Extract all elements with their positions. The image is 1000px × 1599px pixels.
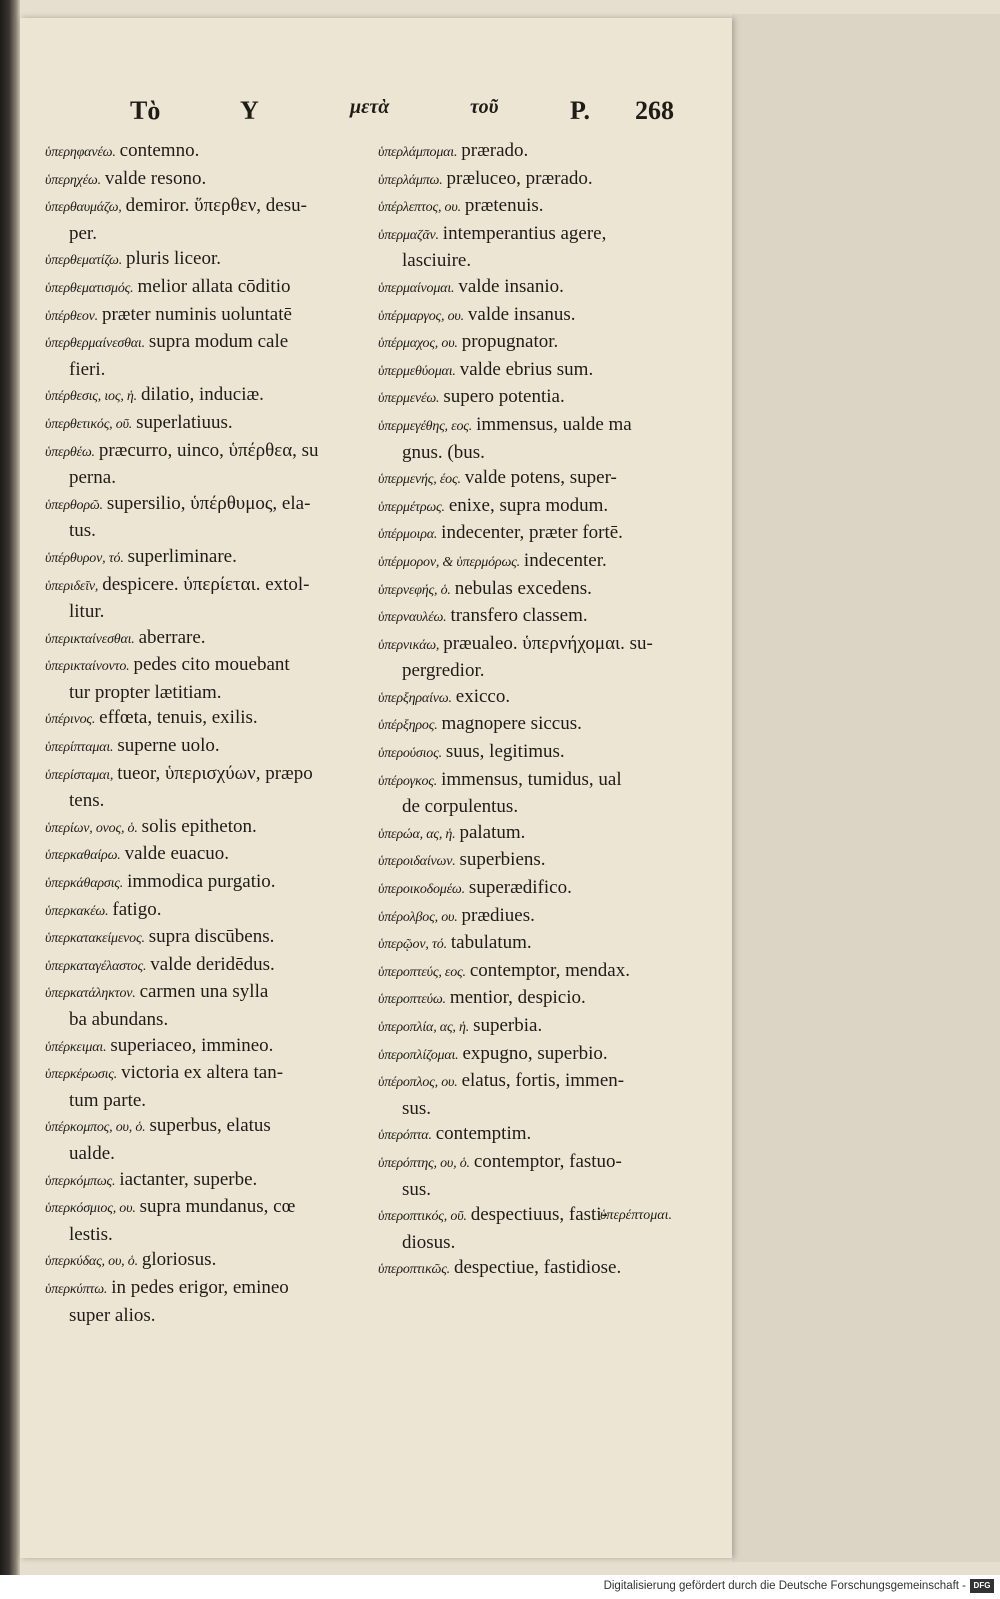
dictionary-entry (45, 1194, 385, 1247)
dictionary-entry (45, 869, 385, 897)
greek-headword: ὑπερικταίνεσθαι. (45, 631, 135, 647)
greek-headword: ὑπερκατάληκτον. (45, 986, 136, 1002)
latin-gloss: prædiues. (461, 904, 535, 926)
latin-gloss: suus, legitimus. (445, 741, 565, 763)
latin-gloss: superlatiuus. (136, 411, 233, 433)
dictionary-entry (378, 384, 718, 412)
greek-headword: ὑπεροιδαίνων. (378, 854, 456, 870)
greek-headword: ὑπεροπτικῶς. (378, 1262, 450, 1278)
greek-headword: ὑπέρθεον. (45, 308, 98, 324)
dictionary-entry (45, 302, 385, 330)
latin-gloss: nebulas excedens. (454, 577, 592, 599)
dictionary-entry (378, 903, 718, 931)
latin-gloss: magnopere siccus. (441, 713, 582, 735)
dictionary-entry (378, 930, 718, 958)
greek-headword: ὑπερκόσμιος, ου. (45, 1201, 136, 1217)
latin-gloss: valde insanus. (467, 303, 576, 325)
latin-gloss: despectiue, fastidiose. (453, 1257, 622, 1279)
greek-headword: ὑπερκύδας, ου, ὁ. (45, 1254, 138, 1270)
greek-headword: ὑπέρθεσις, ιος, ἡ. (45, 389, 137, 405)
greek-headword: ὑπεροπλία, ας, ἡ. (378, 1020, 470, 1035)
gloss-continuation: fieri. (69, 358, 106, 380)
gloss-continuation: super alios. (69, 1304, 156, 1326)
dictionary-entry (378, 302, 718, 330)
dictionary-entry (378, 493, 718, 521)
dictionary-entry (378, 1068, 718, 1121)
latin-gloss: gloriosus. (141, 1249, 217, 1271)
dictionary-entry (378, 465, 718, 493)
dictionary-entry (45, 625, 385, 653)
latin-gloss: in pedes erigor, emineo (111, 1276, 289, 1298)
latin-gloss: indecenter. (523, 549, 607, 571)
latin-gloss: valde potens, super- (464, 467, 617, 489)
latin-gloss: contemptim. (435, 1123, 532, 1145)
greek-headword: ὑπερμαίνομαι. (378, 280, 455, 296)
latin-gloss: immensus, ualde ma (476, 413, 632, 435)
greek-headword: ὑπερθέω. (45, 444, 95, 460)
dictionary-entry (378, 329, 718, 357)
page-edge (732, 14, 1000, 1562)
dictionary-entry (45, 1033, 385, 1061)
dictionary-entry (45, 1167, 385, 1195)
latin-gloss: indecenter, præter fortē. (441, 522, 623, 544)
dictionary-entry (45, 979, 385, 1032)
gloss-continuation: per. (69, 222, 97, 244)
latin-gloss: valde ebrius sum. (459, 358, 594, 380)
greek-headword: ὑπερκαταγέλαστος. (45, 958, 147, 974)
dictionary-entry (45, 166, 385, 194)
greek-headword: ὑπέρμορον, & ὑπερμόρως. (378, 554, 520, 570)
latin-gloss: transfero classem. (450, 605, 588, 627)
latin-gloss: valde insanio. (458, 275, 564, 297)
latin-gloss: prærado. (461, 140, 529, 161)
gloss-continuation: ba abundans. (69, 1009, 169, 1030)
gloss-continuation: ualde. (69, 1142, 115, 1164)
greek-headword: ὑπερμέτρως. (378, 499, 445, 515)
latin-gloss: præter numinis uoluntatē (101, 303, 292, 325)
latin-gloss: superædifico. (468, 877, 572, 899)
gloss-continuation: sus. (402, 1178, 432, 1200)
latin-gloss: expugno, superbio. (462, 1042, 608, 1064)
dictionary-entry (45, 246, 385, 274)
gloss-continuation: pergredior. (402, 660, 485, 682)
dictionary-entry (45, 897, 385, 925)
dictionary-entry (45, 1247, 385, 1275)
latin-gloss: supra discūbens. (148, 926, 275, 948)
greek-headword: ὑπεροπλίζομαι. (378, 1047, 459, 1063)
latin-gloss: contemno. (119, 140, 200, 161)
dictionary-entry (378, 548, 718, 576)
book-spine (0, 0, 20, 1575)
dictionary-entry (45, 1060, 385, 1113)
greek-headword: ὑπέροπλος, ου. (378, 1075, 458, 1091)
footer-text: Digitalisierung gefördert durch die Deutsche Forschungsgemeinschaft - (603, 1580, 966, 1592)
greek-headword: ὑπερκόμπως. (45, 1173, 116, 1189)
dictionary-entry (378, 193, 718, 221)
dictionary-entry (45, 652, 385, 705)
catchword: ὑπερέπτομαι. (600, 1208, 672, 1223)
dictionary-entry (378, 1255, 718, 1283)
latin-gloss: pluris liceor. (126, 248, 221, 270)
dictionary-entry (378, 739, 718, 767)
greek-headword: ὑπερθετικός, οῦ. (45, 416, 133, 432)
latin-gloss: tabulatum. (450, 932, 532, 954)
gloss-continuation: lasciuire. (402, 250, 472, 272)
latin-gloss: superiaceo, immineo. (110, 1034, 274, 1056)
greek-headword: ὑπεροπτεύς, εος. (378, 964, 466, 980)
dictionary-entry (378, 631, 718, 684)
greek-headword: ὑπερμαζᾶν. (378, 227, 439, 243)
dictionary-entry (378, 357, 718, 385)
latin-gloss: supersilio, ὑπέρθυμος, ela- (106, 492, 311, 514)
greek-headword: ὑπερμενέω. (378, 391, 440, 407)
greek-headword: ὑπέρκειμαι. (45, 1039, 107, 1055)
dictionary-entry (45, 705, 385, 733)
greek-headword: ὑπεροικοδομέω. (378, 882, 465, 898)
greek-headword: ὑπέρμαργος, ου. (378, 308, 464, 324)
greek-headword: ὑπερώα, ας, ἡ. (378, 826, 456, 842)
dictionary-entry (45, 274, 385, 302)
dictionary-entry (378, 1121, 718, 1149)
latin-gloss: superne uolo. (117, 735, 220, 757)
greek-headword: ὑπερῷον, τό. (378, 937, 447, 953)
dictionary-entry (45, 924, 385, 952)
gloss-continuation: tur propter lætitiam. (69, 681, 222, 703)
latin-gloss: immodica purgatio. (127, 871, 276, 893)
dictionary-entry (378, 684, 718, 712)
dictionary-entry (45, 193, 385, 246)
dictionary-entry (378, 166, 718, 194)
latin-gloss: superbiens. (459, 849, 546, 871)
latin-gloss: contemptor, mendax. (469, 959, 630, 981)
latin-gloss: præluceo, prærado. (446, 167, 593, 189)
greek-headword: ὑπερούσιος. (378, 746, 442, 762)
latin-gloss: superliminare. (127, 545, 237, 567)
dictionary-entry (378, 767, 718, 820)
dictionary-entry (378, 274, 718, 302)
latin-gloss: iactanter, superbe. (119, 1168, 258, 1190)
latin-gloss: dilatio, induciæ. (140, 384, 264, 406)
greek-headword: ὑπέρθυρον, τό. (45, 550, 124, 566)
greek-headword: ὑπερμεθύομαι. (378, 363, 456, 379)
greek-headword: ὑπέρογκος. (378, 773, 438, 789)
dictionary-entry (378, 138, 718, 166)
running-header (130, 96, 690, 136)
greek-headword: ὑπερμενής, έος. (378, 472, 461, 488)
greek-headword: ὑπερμεγέθης, εος. (378, 418, 473, 434)
latin-gloss: elatus, fortis, immen- (461, 1070, 625, 1092)
latin-gloss: solis epitheton. (141, 815, 257, 837)
dictionary-entry (378, 985, 718, 1013)
dictionary-entry (45, 572, 385, 625)
greek-headword: ὑπερθερμαίνεσθαι. (45, 336, 145, 352)
dictionary-entry (45, 1275, 385, 1328)
dictionary-entry (45, 138, 385, 166)
gloss-continuation: diosus. (402, 1231, 456, 1253)
latin-gloss: effœta, tenuis, exilis. (99, 707, 258, 729)
greek-headword: ὑπερθαυμάζω, (45, 200, 122, 216)
dictionary-entry (378, 412, 718, 465)
dictionary-entry (45, 544, 385, 572)
greek-headword: ὑπερκέρωσις. (45, 1067, 118, 1083)
page-number: 268 (635, 96, 674, 125)
dictionary-entry (378, 603, 718, 631)
latin-gloss: intemperantius agere, (442, 222, 607, 244)
latin-gloss: superbus, elatus (149, 1115, 271, 1137)
gloss-continuation: tens. (69, 790, 105, 812)
greek-headword: ὑπερνεφής, ὁ. (378, 582, 451, 598)
latin-gloss: fatigo. (112, 898, 162, 920)
right-column (378, 138, 718, 1283)
dictionary-entry (378, 958, 718, 986)
latin-gloss: enixe, supra modum. (448, 494, 609, 516)
latin-gloss: præcurro, uinco, ὑπέρθεα, su (98, 439, 319, 461)
greek-headword: ὑπερίων, ονος, ὁ. (45, 820, 138, 836)
dictionary-entry (378, 820, 718, 848)
greek-headword: ὑπερηφανέω. (45, 145, 116, 160)
latin-gloss: carmen una sylla (139, 981, 269, 1003)
header-tou: τοῦ (470, 96, 499, 118)
greek-headword: ὑπέρινος. (45, 712, 96, 728)
latin-gloss: tueor, ὑπερισχύων, præpo (117, 762, 313, 784)
greek-headword: ὑπέρξηρος. (378, 718, 438, 734)
latin-gloss: prætenuis. (464, 195, 544, 217)
latin-gloss: mentior, despicio. (449, 987, 586, 1009)
dictionary-entry (378, 847, 718, 875)
latin-gloss: melior allata cōditio (137, 275, 291, 297)
latin-gloss: supero potentia. (443, 386, 565, 408)
greek-headword: ὑπερηχέω. (45, 172, 101, 188)
dictionary-entry (45, 814, 385, 842)
dictionary-entry (378, 875, 718, 903)
greek-headword: ὑπερκατακείμενος. (45, 931, 145, 947)
greek-headword: ὑπερθορῶ. (45, 497, 103, 513)
latin-gloss: palatum. (459, 821, 526, 843)
greek-headword: ὑπερθεματισμός. (45, 280, 134, 296)
dictionary-entry (45, 410, 385, 438)
latin-gloss: aberrare. (138, 626, 206, 648)
greek-headword: ὑπερκακέω. (45, 903, 109, 919)
gloss-continuation: tum parte. (69, 1089, 147, 1111)
greek-headword: ὑπέρμαχος, ου. (378, 336, 458, 352)
latin-gloss: despicere. ὑπερίεται. extol- (102, 573, 310, 595)
greek-headword: ὑπερναυλέω. (378, 610, 447, 626)
dictionary-entry (378, 1149, 718, 1202)
greek-headword: ὑπερκύπτω. (45, 1281, 108, 1297)
gloss-continuation: de corpulentus. (402, 796, 519, 818)
dictionary-entry (45, 438, 385, 491)
greek-headword: ὑπερκάθαρσις. (45, 876, 124, 892)
header-left: Τὸ (130, 96, 161, 125)
greek-headword: ὑπερθεματίζω. (45, 253, 122, 269)
latin-gloss: valde euacuo. (124, 843, 230, 865)
gloss-continuation: perna. (69, 467, 116, 489)
latin-gloss: superbia. (473, 1015, 543, 1036)
latin-gloss: propugnator. (461, 331, 559, 353)
greek-headword: ὑπερόπτης, ου, ὁ. (378, 1155, 470, 1171)
greek-headword: ὑπέρολβος, ου. (378, 909, 458, 925)
greek-headword: ὑπερλάμπομαι. (378, 145, 458, 160)
dictionary-entry (45, 733, 385, 761)
latin-gloss: exicco. (455, 685, 511, 707)
header-letter2: Ρ. (570, 96, 591, 125)
greek-headword: ὑπερνικάω, (378, 637, 440, 653)
gloss-continuation: gnus. (bus. (402, 441, 485, 463)
latin-gloss: valde deridēdus. (150, 953, 275, 975)
gloss-continuation: lestis. (69, 1223, 113, 1245)
latin-gloss: supra modum cale (148, 331, 289, 353)
dictionary-entry (45, 952, 385, 980)
greek-headword: ὑπεριδεῖν, (45, 578, 99, 594)
dictionary-entry (378, 1041, 718, 1069)
latin-gloss: contemptor, fastuo- (473, 1150, 622, 1172)
latin-gloss: despectiuus, fasti- (470, 1204, 608, 1226)
latin-gloss: demiror. ὕπερθεν, desu- (125, 195, 307, 217)
latin-gloss: valde resono. (104, 167, 207, 189)
greek-headword: ὑπερξηραίνω. (378, 690, 452, 706)
latin-gloss: præualeo. ὑπερνήχομαι. su- (443, 632, 653, 654)
greek-headword: ὑπεροπτεύω. (378, 992, 446, 1008)
greek-headword: ὑπερκαθαίρω. (45, 848, 121, 864)
greek-headword: ὑπεροπτικός, οῦ. (378, 1209, 467, 1225)
left-column (45, 138, 385, 1328)
greek-headword: ὑπερίπταμαι. (45, 740, 114, 756)
footer-bar (0, 1575, 1000, 1599)
latin-gloss: victoria ex altera tan- (121, 1062, 284, 1084)
greek-headword: ὑπερικταίνοντο. (45, 659, 130, 675)
gloss-continuation: sus. (402, 1097, 432, 1119)
dictionary-entry (378, 221, 718, 274)
header-meta: μετὰ (350, 96, 390, 118)
dictionary-entry (45, 761, 385, 814)
greek-headword: ὑπερίσταμαι, (45, 767, 114, 783)
header-letter: Υ (240, 96, 259, 125)
latin-gloss: immensus, tumidus, ual (441, 768, 622, 790)
gloss-continuation: litur. (69, 601, 105, 623)
greek-headword: ὑπέρλεπτος, ου. (378, 200, 461, 216)
latin-gloss: pedes cito mouebant (133, 654, 290, 676)
latin-gloss: supra mundanus, cœ (139, 1196, 296, 1218)
dictionary-entry (45, 491, 385, 544)
greek-headword: ὑπερόπτα. (378, 1128, 432, 1144)
dictionary-entry (378, 520, 718, 548)
dictionary-entry (45, 841, 385, 869)
dfg-logo: DFG (970, 1579, 994, 1593)
dictionary-entry (378, 576, 718, 604)
dictionary-entry (45, 1113, 385, 1166)
gloss-continuation: tus. (69, 520, 96, 542)
greek-headword: ὑπέρκομπος, ου, ὁ. (45, 1120, 146, 1136)
dictionary-entry (378, 711, 718, 739)
dictionary-entry (45, 382, 385, 410)
dictionary-entry (378, 1013, 718, 1041)
greek-headword: ὑπερλάμπω. (378, 172, 443, 188)
dictionary-entry (45, 329, 385, 382)
greek-headword: ὑπέρμοιρα. (378, 527, 438, 543)
